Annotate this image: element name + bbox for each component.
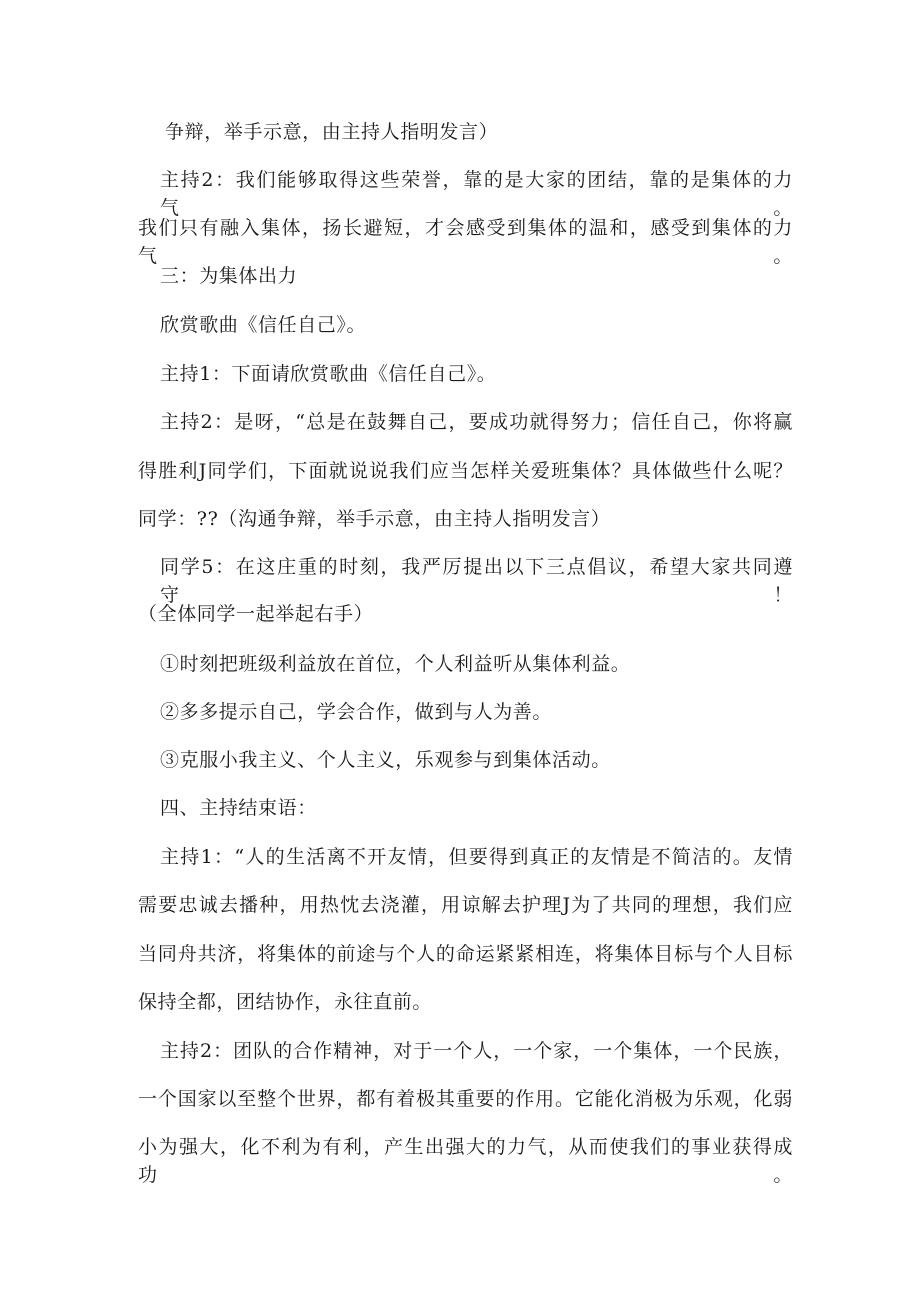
paragraph-line: 争辩，举手示意，由主持人指明发言） <box>165 121 499 143</box>
paragraph-line: 保持全都，团结协作，永往直前。 <box>138 991 433 1013</box>
paragraph-line: 同学5：在这庄重的时刻，我严厉提出以下三点倡议，希望大家共同遵守！ <box>160 556 793 606</box>
paragraph-line: 需要忠诚去播种，用热忱去浇灌，用谅解去护理J为了共同的理想，我们应 <box>138 894 793 916</box>
list-item: ③克服小我主义、个人主义，乐观参与到集体活动。 <box>160 749 611 771</box>
section-heading: 三：为集体出力 <box>160 265 298 287</box>
paragraph-line: 当同舟共济，将集体的前途与个人的命运紧紧相连，将集体目标与个人目标 <box>138 943 793 965</box>
paragraph-line: 主持2：是呀，“总是在鼓舞自己，要成功就得努力；信任自己，你将赢 <box>160 411 793 433</box>
paragraph-line: 主持1：“人的生活离不开友情，但要得到真正的友情是不简洁的。友情 <box>160 846 793 868</box>
list-item: ①时刻把班级利益放在首位，个人利益听从集体利益。 <box>160 653 631 675</box>
paragraph-line: 一个国家以至整个世界，都有着极其重要的作用。它能化消极为乐观，化弱 <box>138 1088 793 1110</box>
paragraph-line: 主持1：下面请欣赏歌曲《信任自己》。 <box>160 363 497 385</box>
section-heading: 四、主持结束语： <box>160 797 317 819</box>
paragraph-line: 主持2：团队的合作精神，对于一个人，一个家，一个集体，一个民族， <box>160 1040 793 1062</box>
paragraph-line: 得胜利J同学们，下面就说说我们应当怎样关爱班集体？具体做些什么呢？ <box>138 460 793 482</box>
paragraph-line: 欣赏歌曲《信任自己》。 <box>160 314 367 336</box>
paragraph-line: 同学：??（沟通争辩，举手示意，由主持人指明发言） <box>138 508 611 530</box>
paragraph-line: 我们只有融入集体，扬长避短，才会感受到集体的温和，感受到集体的力气。 <box>138 217 793 267</box>
paragraph-line: 小为强大，化不利为有利，产生出强大的力气，从而使我们的事业获得成功。 <box>138 1136 793 1186</box>
list-item: ②多多提示自己，学会合作，做到与人为善。 <box>160 701 553 723</box>
paragraph-line: 主持2：我们能够取得这些荣誉，靠的是大家的团结，靠的是集体的力气。 <box>160 169 793 219</box>
paragraph-line: （全体同学一起举起右手） <box>138 603 374 625</box>
